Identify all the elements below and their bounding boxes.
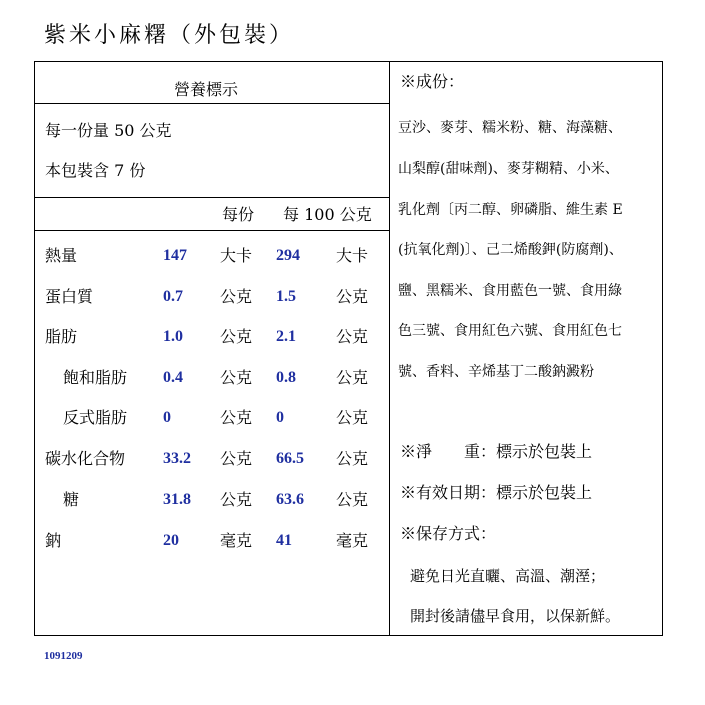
per-100g-unit: 毫克: [336, 531, 369, 550]
nutrition-header: 營養標示: [174, 80, 239, 99]
ingredient-line: 豆沙、麥芽、糯米粉、糖、海藻糖、: [398, 120, 622, 136]
per-serving-unit: 公克: [220, 408, 253, 427]
per-100g-value: 63.6: [276, 491, 304, 508]
per-100g-value: 41: [276, 532, 292, 549]
column-divider: [389, 62, 390, 635]
per-serving-value: 0.4: [163, 369, 183, 386]
serving-size: 每一份量 50 公克: [45, 121, 172, 140]
print-code: 1091209: [44, 650, 83, 662]
nutrient-name: 飽和脂肪: [63, 368, 128, 387]
per-serving-unit: 大卡: [220, 246, 253, 265]
per-100g-value: 294: [276, 247, 300, 264]
per-100g-unit: 公克: [336, 327, 369, 346]
column-per-serving: 每份: [222, 205, 255, 224]
per-serving-value: 0: [163, 409, 171, 426]
ingredient-line: 號、香料、辛烯基丁二酸鈉澱粉: [398, 364, 594, 380]
ingredients-heading: ※成份：: [400, 72, 465, 91]
ingredient-line: 乳化劑〔丙二醇、卵磷脂、維生素 E: [398, 202, 623, 218]
servings-per-package: 本包裝含 7 份: [45, 161, 146, 180]
per-100g-value: 0: [276, 409, 284, 426]
per-serving-unit: 毫克: [220, 531, 253, 550]
per-100g-value: 2.1: [276, 328, 296, 345]
per-100g-value: 0.8: [276, 369, 296, 386]
per-serving-unit: 公克: [220, 368, 253, 387]
per-serving-value: 0.7: [163, 288, 183, 305]
nutrient-name: 反式脂肪: [63, 408, 128, 427]
per-serving-value: 31.8: [163, 491, 191, 508]
per-serving-unit: 公克: [220, 327, 253, 346]
ingredient-line: 鹽、黑糯米、食用藍色一號、食用綠: [398, 283, 622, 299]
per-100g-value: 66.5: [276, 450, 304, 467]
nutrient-name: 蛋白質: [45, 287, 94, 306]
divider-header: [35, 103, 389, 104]
expiry-date: ※有效日期：標示於包裝上: [400, 483, 593, 502]
product-title: 紫米小麻糬（外包裝）: [44, 23, 295, 48]
per-serving-unit: 公克: [220, 287, 253, 306]
ingredient-line: (抗氧化劑)〕、己二烯酸鉀(防腐劑)、: [398, 242, 623, 258]
nutrient-name: 碳水化合物: [45, 449, 126, 468]
per-100g-unit: 大卡: [336, 246, 369, 265]
ingredient-line: 山梨醇(甜味劑)、麥芽糊精、小米、: [398, 161, 619, 177]
storage-heading: ※保存方式：: [400, 524, 497, 543]
ingredient-line: 色三號、食用紅色六號、食用紅色七: [398, 323, 622, 339]
per-serving-value: 1.0: [163, 328, 183, 345]
net-weight: ※淨 重：標示於包裝上: [400, 442, 593, 461]
per-serving-unit: 公克: [220, 490, 253, 509]
per-100g-unit: 公克: [336, 408, 369, 427]
nutrient-name: 脂肪: [45, 327, 78, 346]
nutrient-name: 鈉: [45, 531, 62, 550]
per-100g-unit: 公克: [336, 449, 369, 468]
storage-line-2: 開封後請儘早食用，以保新鮮。: [410, 607, 621, 625]
label-frame: [34, 61, 663, 636]
per-100g-unit: 公克: [336, 490, 369, 509]
per-serving-value: 147: [163, 247, 187, 264]
divider-columns: [35, 230, 389, 231]
per-serving-unit: 公克: [220, 449, 253, 468]
per-100g-unit: 公克: [336, 368, 369, 387]
per-100g-unit: 公克: [336, 287, 369, 306]
per-serving-value: 33.2: [163, 450, 191, 467]
nutrient-name: 熱量: [45, 246, 78, 265]
divider-serving: [35, 197, 389, 198]
per-100g-value: 1.5: [276, 288, 296, 305]
per-serving-value: 20: [163, 532, 179, 549]
storage-line-1: 避免日光直曬、高溫、潮溼；: [410, 567, 606, 585]
column-per-100g: 每 100 公克: [283, 205, 372, 224]
nutrient-name: 糖: [63, 490, 80, 509]
